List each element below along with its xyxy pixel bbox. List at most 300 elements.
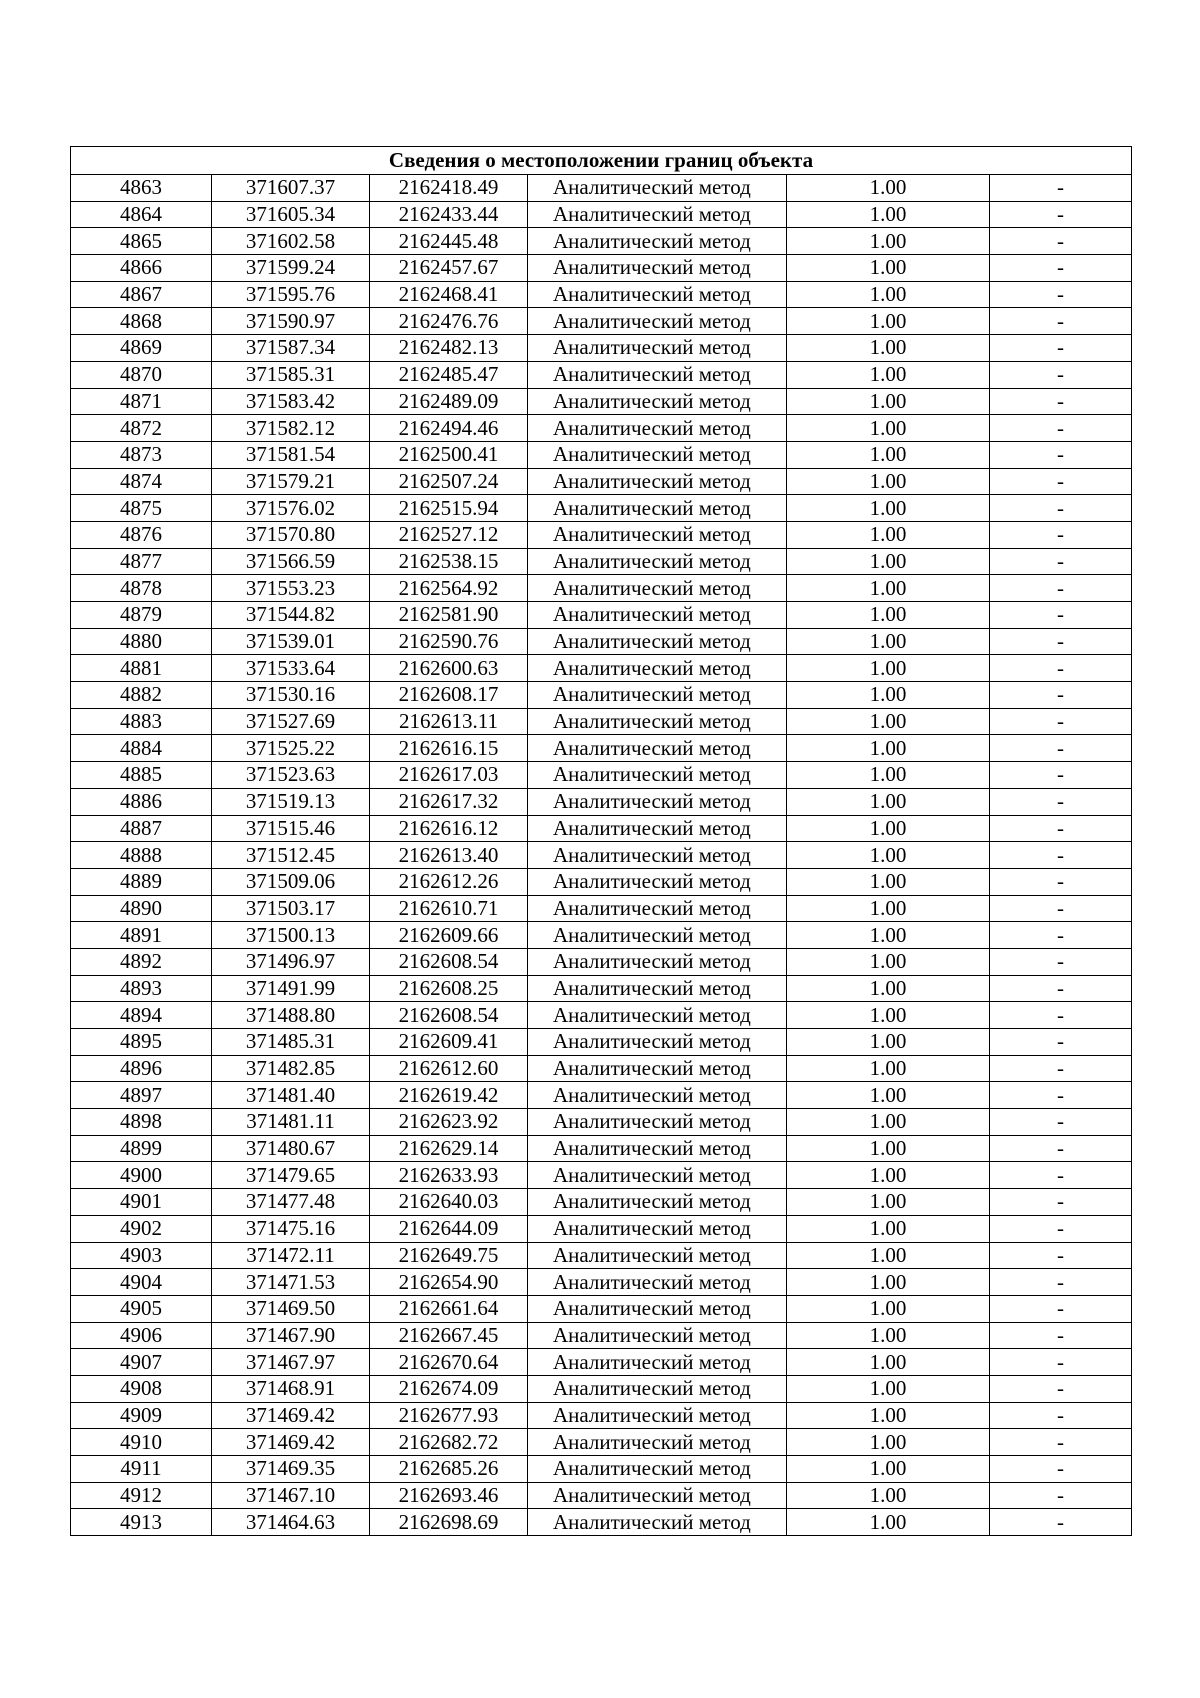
method-cell: Аналитический метод: [528, 975, 787, 1002]
point-number-cell: 4878: [71, 575, 212, 602]
point-number-cell: 4903: [71, 1242, 212, 1269]
y-coordinate-cell: 2162674.09: [370, 1375, 528, 1402]
method-cell: Аналитический метод: [528, 228, 787, 255]
y-coordinate-cell: 2162616.12: [370, 815, 528, 842]
y-coordinate-cell: 2162476.76: [370, 308, 528, 335]
method-cell: Аналитический метод: [528, 815, 787, 842]
description-cell: -: [990, 1375, 1132, 1402]
table-row: [71, 1482, 1132, 1509]
method-cell: Аналитический метод: [528, 175, 787, 202]
y-coordinate-cell: 2162457.67: [370, 255, 528, 282]
table-row: [71, 868, 1132, 895]
x-coordinate-cell: 371519.13: [212, 788, 370, 815]
method-cell: Аналитический метод: [528, 388, 787, 415]
x-coordinate-cell: 371469.42: [212, 1429, 370, 1456]
y-coordinate-cell: 2162610.71: [370, 895, 528, 922]
table-row: [71, 1429, 1132, 1456]
accuracy-cell: 1.00: [787, 415, 990, 442]
description-cell: -: [990, 1349, 1132, 1376]
accuracy-cell: 1.00: [787, 682, 990, 709]
description-cell: -: [990, 1322, 1132, 1349]
y-coordinate-cell: 2162608.25: [370, 975, 528, 1002]
x-coordinate-cell: 371480.67: [212, 1135, 370, 1162]
accuracy-cell: 1.00: [787, 948, 990, 975]
x-coordinate-cell: 371467.90: [212, 1322, 370, 1349]
method-cell: Аналитический метод: [528, 708, 787, 735]
y-coordinate-cell: 2162485.47: [370, 361, 528, 388]
y-coordinate-cell: 2162644.09: [370, 1215, 528, 1242]
accuracy-cell: 1.00: [787, 175, 990, 202]
accuracy-cell: 1.00: [787, 1402, 990, 1429]
point-number-cell: 4892: [71, 948, 212, 975]
x-coordinate-cell: 371481.40: [212, 1082, 370, 1109]
method-cell: Аналитический метод: [528, 602, 787, 629]
point-number-cell: 4904: [71, 1269, 212, 1296]
description-cell: -: [990, 842, 1132, 869]
y-coordinate-cell: 2162489.09: [370, 388, 528, 415]
table-row: [71, 628, 1132, 655]
method-cell: Аналитический метод: [528, 1322, 787, 1349]
method-cell: Аналитический метод: [528, 468, 787, 495]
description-cell: -: [990, 1082, 1132, 1109]
point-number-cell: 4870: [71, 361, 212, 388]
point-number-cell: 4879: [71, 602, 212, 629]
x-coordinate-cell: 371523.63: [212, 762, 370, 789]
y-coordinate-cell: 2162619.42: [370, 1082, 528, 1109]
x-coordinate-cell: 371602.58: [212, 228, 370, 255]
point-number-cell: 4872: [71, 415, 212, 442]
method-cell: Аналитический метод: [528, 361, 787, 388]
description-cell: -: [990, 1215, 1132, 1242]
table-row: [71, 655, 1132, 682]
point-number-cell: 4868: [71, 308, 212, 335]
y-coordinate-cell: 2162667.45: [370, 1322, 528, 1349]
x-coordinate-cell: 371464.63: [212, 1509, 370, 1536]
description-cell: -: [990, 281, 1132, 308]
method-cell: Аналитический метод: [528, 895, 787, 922]
method-cell: Аналитический метод: [528, 1482, 787, 1509]
x-coordinate-cell: 371469.42: [212, 1402, 370, 1429]
point-number-cell: 4883: [71, 708, 212, 735]
table-row: [71, 975, 1132, 1002]
table-row: [71, 922, 1132, 949]
accuracy-cell: 1.00: [787, 735, 990, 762]
accuracy-cell: 1.00: [787, 815, 990, 842]
y-coordinate-cell: 2162623.92: [370, 1109, 528, 1136]
point-number-cell: 4863: [71, 175, 212, 202]
accuracy-cell: 1.00: [787, 388, 990, 415]
table-row: [71, 361, 1132, 388]
point-number-cell: 4881: [71, 655, 212, 682]
accuracy-cell: 1.00: [787, 1509, 990, 1536]
description-cell: -: [990, 735, 1132, 762]
x-coordinate-cell: 371599.24: [212, 255, 370, 282]
accuracy-cell: 1.00: [787, 1269, 990, 1296]
method-cell: Аналитический метод: [528, 1029, 787, 1056]
y-coordinate-cell: 2162629.14: [370, 1135, 528, 1162]
point-number-cell: 4897: [71, 1082, 212, 1109]
method-cell: Аналитический метод: [528, 1135, 787, 1162]
method-cell: Аналитический метод: [528, 308, 787, 335]
y-coordinate-cell: 2162616.15: [370, 735, 528, 762]
point-number-cell: 4874: [71, 468, 212, 495]
table-row: [71, 1215, 1132, 1242]
method-cell: Аналитический метод: [528, 441, 787, 468]
x-coordinate-cell: 371479.65: [212, 1162, 370, 1189]
point-number-cell: 4906: [71, 1322, 212, 1349]
description-cell: -: [990, 602, 1132, 629]
y-coordinate-cell: 2162468.41: [370, 281, 528, 308]
x-coordinate-cell: 371576.02: [212, 495, 370, 522]
description-cell: -: [990, 308, 1132, 335]
accuracy-cell: 1.00: [787, 1242, 990, 1269]
method-cell: Аналитический метод: [528, 762, 787, 789]
x-coordinate-cell: 371500.13: [212, 922, 370, 949]
description-cell: -: [990, 521, 1132, 548]
table-row: [71, 788, 1132, 815]
method-cell: Аналитический метод: [528, 201, 787, 228]
point-number-cell: 4866: [71, 255, 212, 282]
accuracy-cell: 1.00: [787, 868, 990, 895]
x-coordinate-cell: 371469.50: [212, 1295, 370, 1322]
y-coordinate-cell: 2162515.94: [370, 495, 528, 522]
description-cell: -: [990, 1295, 1132, 1322]
description-cell: -: [990, 175, 1132, 202]
point-number-cell: 4910: [71, 1429, 212, 1456]
table-row: [71, 1242, 1132, 1269]
description-cell: -: [990, 708, 1132, 735]
y-coordinate-cell: 2162418.49: [370, 175, 528, 202]
y-coordinate-cell: 2162654.90: [370, 1269, 528, 1296]
x-coordinate-cell: 371509.06: [212, 868, 370, 895]
point-number-cell: 4893: [71, 975, 212, 1002]
table-row: [71, 1269, 1132, 1296]
table-row: [71, 1135, 1132, 1162]
point-number-cell: 4907: [71, 1349, 212, 1376]
description-cell: -: [990, 1162, 1132, 1189]
table-title: Сведения о местоположении границ объекта: [71, 147, 1132, 175]
x-coordinate-cell: 371579.21: [212, 468, 370, 495]
method-cell: Аналитический метод: [528, 1349, 787, 1376]
description-cell: -: [990, 815, 1132, 842]
table-row: [71, 762, 1132, 789]
y-coordinate-cell: 2162685.26: [370, 1456, 528, 1483]
accuracy-cell: 1.00: [787, 1082, 990, 1109]
method-cell: Аналитический метод: [528, 548, 787, 575]
accuracy-cell: 1.00: [787, 895, 990, 922]
point-number-cell: 4891: [71, 922, 212, 949]
x-coordinate-cell: 371590.97: [212, 308, 370, 335]
x-coordinate-cell: 371607.37: [212, 175, 370, 202]
x-coordinate-cell: 371582.12: [212, 415, 370, 442]
description-cell: -: [990, 948, 1132, 975]
point-number-cell: 4895: [71, 1029, 212, 1056]
x-coordinate-cell: 371605.34: [212, 201, 370, 228]
method-cell: Аналитический метод: [528, 1375, 787, 1402]
y-coordinate-cell: 2162590.76: [370, 628, 528, 655]
method-cell: Аналитический метод: [528, 868, 787, 895]
point-number-cell: 4901: [71, 1189, 212, 1216]
x-coordinate-cell: 371482.85: [212, 1055, 370, 1082]
table-row: [71, 708, 1132, 735]
table-row: [71, 308, 1132, 335]
x-coordinate-cell: 371491.99: [212, 975, 370, 1002]
point-number-cell: 4884: [71, 735, 212, 762]
method-cell: Аналитический метод: [528, 948, 787, 975]
description-cell: -: [990, 228, 1132, 255]
accuracy-cell: 1.00: [787, 1215, 990, 1242]
y-coordinate-cell: 2162670.64: [370, 1349, 528, 1376]
table-row: [71, 1189, 1132, 1216]
point-number-cell: 4871: [71, 388, 212, 415]
method-cell: Аналитический метод: [528, 1215, 787, 1242]
description-cell: -: [990, 201, 1132, 228]
method-cell: Аналитический метод: [528, 655, 787, 682]
table-row: [71, 335, 1132, 362]
table-row: [71, 1349, 1132, 1376]
y-coordinate-cell: 2162600.63: [370, 655, 528, 682]
y-coordinate-cell: 2162581.90: [370, 602, 528, 629]
table-row: [71, 815, 1132, 842]
table-title-row: [71, 147, 1132, 175]
table-row: [71, 602, 1132, 629]
point-number-cell: 4864: [71, 201, 212, 228]
table-row: [71, 388, 1132, 415]
method-cell: Аналитический метод: [528, 335, 787, 362]
accuracy-cell: 1.00: [787, 575, 990, 602]
y-coordinate-cell: 2162500.41: [370, 441, 528, 468]
boundary-coordinates-table: [70, 146, 1132, 1536]
description-cell: -: [990, 1242, 1132, 1269]
method-cell: Аналитический метод: [528, 842, 787, 869]
method-cell: Аналитический метод: [528, 1295, 787, 1322]
accuracy-cell: 1.00: [787, 1029, 990, 1056]
x-coordinate-cell: 371530.16: [212, 682, 370, 709]
accuracy-cell: 1.00: [787, 762, 990, 789]
description-cell: -: [990, 1509, 1132, 1536]
point-number-cell: 4885: [71, 762, 212, 789]
method-cell: Аналитический метод: [528, 575, 787, 602]
y-coordinate-cell: 2162633.93: [370, 1162, 528, 1189]
point-number-cell: 4882: [71, 682, 212, 709]
y-coordinate-cell: 2162608.54: [370, 948, 528, 975]
table-row: [71, 1402, 1132, 1429]
point-number-cell: 4875: [71, 495, 212, 522]
method-cell: Аналитический метод: [528, 1269, 787, 1296]
accuracy-cell: 1.00: [787, 1295, 990, 1322]
accuracy-cell: 1.00: [787, 255, 990, 282]
accuracy-cell: 1.00: [787, 788, 990, 815]
accuracy-cell: 1.00: [787, 281, 990, 308]
point-number-cell: 4908: [71, 1375, 212, 1402]
x-coordinate-cell: 371472.11: [212, 1242, 370, 1269]
point-number-cell: 4911: [71, 1456, 212, 1483]
table-row: [71, 735, 1132, 762]
table-row: [71, 1509, 1132, 1536]
table-row: [71, 175, 1132, 202]
table-row: [71, 1162, 1132, 1189]
x-coordinate-cell: 371475.16: [212, 1215, 370, 1242]
accuracy-cell: 1.00: [787, 548, 990, 575]
x-coordinate-cell: 371467.97: [212, 1349, 370, 1376]
accuracy-cell: 1.00: [787, 201, 990, 228]
x-coordinate-cell: 371512.45: [212, 842, 370, 869]
y-coordinate-cell: 2162494.46: [370, 415, 528, 442]
method-cell: Аналитический метод: [528, 1456, 787, 1483]
y-coordinate-cell: 2162538.15: [370, 548, 528, 575]
table-row: [71, 495, 1132, 522]
point-number-cell: 4909: [71, 1402, 212, 1429]
x-coordinate-cell: 371583.42: [212, 388, 370, 415]
accuracy-cell: 1.00: [787, 361, 990, 388]
description-cell: -: [990, 762, 1132, 789]
accuracy-cell: 1.00: [787, 1162, 990, 1189]
point-number-cell: 4912: [71, 1482, 212, 1509]
description-cell: -: [990, 1429, 1132, 1456]
x-coordinate-cell: 371496.97: [212, 948, 370, 975]
accuracy-cell: 1.00: [787, 1429, 990, 1456]
x-coordinate-cell: 371553.23: [212, 575, 370, 602]
method-cell: Аналитический метод: [528, 628, 787, 655]
point-number-cell: 4899: [71, 1135, 212, 1162]
x-coordinate-cell: 371468.91: [212, 1375, 370, 1402]
y-coordinate-cell: 2162564.92: [370, 575, 528, 602]
accuracy-cell: 1.00: [787, 1322, 990, 1349]
point-number-cell: 4886: [71, 788, 212, 815]
y-coordinate-cell: 2162617.32: [370, 788, 528, 815]
x-coordinate-cell: 371525.22: [212, 735, 370, 762]
table-row: [71, 1082, 1132, 1109]
y-coordinate-cell: 2162640.03: [370, 1189, 528, 1216]
method-cell: Аналитический метод: [528, 1402, 787, 1429]
y-coordinate-cell: 2162433.44: [370, 201, 528, 228]
x-coordinate-cell: 371515.46: [212, 815, 370, 842]
point-number-cell: 4902: [71, 1215, 212, 1242]
y-coordinate-cell: 2162613.11: [370, 708, 528, 735]
description-cell: -: [990, 1135, 1132, 1162]
table-row: [71, 201, 1132, 228]
point-number-cell: 4894: [71, 1002, 212, 1029]
description-cell: -: [990, 868, 1132, 895]
x-coordinate-cell: 371481.11: [212, 1109, 370, 1136]
accuracy-cell: 1.00: [787, 1456, 990, 1483]
y-coordinate-cell: 2162698.69: [370, 1509, 528, 1536]
point-number-cell: 4898: [71, 1109, 212, 1136]
description-cell: -: [990, 1269, 1132, 1296]
description-cell: -: [990, 788, 1132, 815]
method-cell: Аналитический метод: [528, 922, 787, 949]
method-cell: Аналитический метод: [528, 682, 787, 709]
accuracy-cell: 1.00: [787, 602, 990, 629]
y-coordinate-cell: 2162617.03: [370, 762, 528, 789]
accuracy-cell: 1.00: [787, 842, 990, 869]
accuracy-cell: 1.00: [787, 228, 990, 255]
y-coordinate-cell: 2162608.54: [370, 1002, 528, 1029]
table-row: [71, 1322, 1132, 1349]
y-coordinate-cell: 2162612.26: [370, 868, 528, 895]
point-number-cell: 4887: [71, 815, 212, 842]
accuracy-cell: 1.00: [787, 495, 990, 522]
x-coordinate-cell: 371587.34: [212, 335, 370, 362]
point-number-cell: 4876: [71, 521, 212, 548]
y-coordinate-cell: 2162482.13: [370, 335, 528, 362]
method-cell: Аналитический метод: [528, 735, 787, 762]
description-cell: -: [990, 682, 1132, 709]
x-coordinate-cell: 371595.76: [212, 281, 370, 308]
table-row: [71, 948, 1132, 975]
table-row: [71, 521, 1132, 548]
accuracy-cell: 1.00: [787, 308, 990, 335]
point-number-cell: 4873: [71, 441, 212, 468]
point-number-cell: 4867: [71, 281, 212, 308]
x-coordinate-cell: 371566.59: [212, 548, 370, 575]
accuracy-cell: 1.00: [787, 335, 990, 362]
point-number-cell: 4889: [71, 868, 212, 895]
method-cell: Аналитический метод: [528, 415, 787, 442]
method-cell: Аналитический метод: [528, 255, 787, 282]
accuracy-cell: 1.00: [787, 1055, 990, 1082]
y-coordinate-cell: 2162682.72: [370, 1429, 528, 1456]
table-row: [71, 415, 1132, 442]
description-cell: -: [990, 415, 1132, 442]
table-row: [71, 1029, 1132, 1056]
method-cell: Аналитический метод: [528, 788, 787, 815]
method-cell: Аналитический метод: [528, 1002, 787, 1029]
y-coordinate-cell: 2162661.64: [370, 1295, 528, 1322]
accuracy-cell: 1.00: [787, 628, 990, 655]
y-coordinate-cell: 2162445.48: [370, 228, 528, 255]
y-coordinate-cell: 2162612.60: [370, 1055, 528, 1082]
method-cell: Аналитический метод: [528, 1162, 787, 1189]
point-number-cell: 4913: [71, 1509, 212, 1536]
description-cell: -: [990, 975, 1132, 1002]
table-row: [71, 1055, 1132, 1082]
method-cell: Аналитический метод: [528, 281, 787, 308]
method-cell: Аналитический метод: [528, 1055, 787, 1082]
description-cell: -: [990, 1482, 1132, 1509]
table-row: [71, 441, 1132, 468]
method-cell: Аналитический метод: [528, 1189, 787, 1216]
point-number-cell: 4890: [71, 895, 212, 922]
point-number-cell: 4877: [71, 548, 212, 575]
point-number-cell: 4896: [71, 1055, 212, 1082]
method-cell: Аналитический метод: [528, 521, 787, 548]
accuracy-cell: 1.00: [787, 1349, 990, 1376]
table-row: [71, 1375, 1132, 1402]
table-row: [71, 548, 1132, 575]
x-coordinate-cell: 371488.80: [212, 1002, 370, 1029]
table-row: [71, 575, 1132, 602]
x-coordinate-cell: 371477.48: [212, 1189, 370, 1216]
point-number-cell: 4905: [71, 1295, 212, 1322]
x-coordinate-cell: 371533.64: [212, 655, 370, 682]
accuracy-cell: 1.00: [787, 1189, 990, 1216]
accuracy-cell: 1.00: [787, 468, 990, 495]
accuracy-cell: 1.00: [787, 975, 990, 1002]
accuracy-cell: 1.00: [787, 1002, 990, 1029]
table-row: [71, 255, 1132, 282]
method-cell: Аналитический метод: [528, 1509, 787, 1536]
method-cell: Аналитический метод: [528, 1429, 787, 1456]
table-row: [71, 1002, 1132, 1029]
table-row: [71, 281, 1132, 308]
description-cell: -: [990, 1109, 1132, 1136]
accuracy-cell: 1.00: [787, 1135, 990, 1162]
y-coordinate-cell: 2162609.41: [370, 1029, 528, 1056]
description-cell: -: [990, 1402, 1132, 1429]
x-coordinate-cell: 371485.31: [212, 1029, 370, 1056]
x-coordinate-cell: 371585.31: [212, 361, 370, 388]
